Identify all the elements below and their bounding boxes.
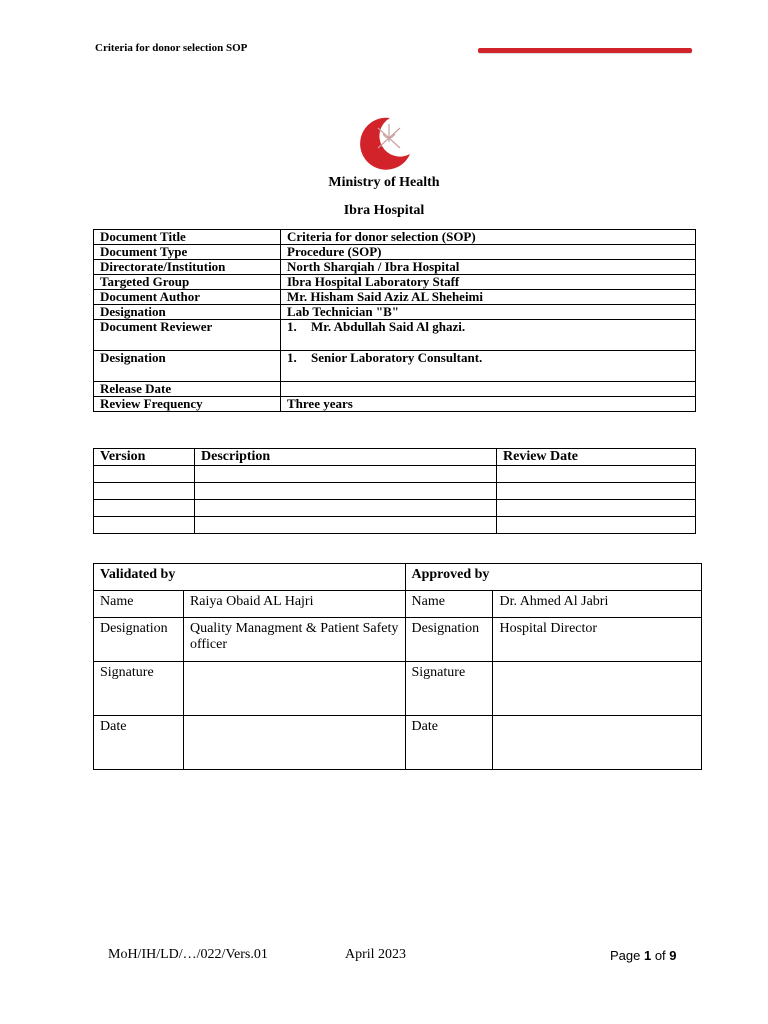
info-value: Procedure (SOP): [281, 245, 696, 260]
info-row: [94, 397, 696, 412]
validated-by-header: Validated by: [94, 564, 406, 591]
version-row: [94, 466, 696, 483]
version-cell: [497, 466, 696, 483]
version-cell: [497, 517, 696, 534]
info-value: Criteria for donor selection (SOP): [281, 230, 696, 245]
validated-signature-label: Signature: [94, 662, 184, 716]
approved-name-label: Name: [405, 591, 493, 618]
version-row: [94, 483, 696, 500]
info-label: Directorate/Institution: [94, 260, 281, 275]
info-label: Document Author: [94, 290, 281, 305]
info-value: [281, 382, 696, 397]
ministry-name: Ministry of Health: [328, 175, 440, 190]
version-cell: [94, 466, 195, 483]
info-label: Designation: [94, 351, 281, 382]
info-value: Lab Technician "B": [281, 305, 696, 320]
hospital-name: Ibra Hospital: [343, 203, 425, 218]
info-value: [281, 351, 696, 382]
list-text: Senior Laboratory Consultant.: [311, 350, 483, 365]
version-cell: [94, 500, 195, 517]
version-header-row: [94, 449, 696, 466]
info-label: Document Reviewer: [94, 320, 281, 351]
info-value: [281, 320, 696, 351]
info-row: [94, 290, 696, 305]
list-number: 1.: [287, 319, 297, 334]
info-row: [94, 305, 696, 320]
version-column-header: Version: [94, 449, 195, 466]
list-number: 1.: [287, 350, 297, 365]
version-column-header: Review Date: [497, 449, 696, 466]
approved-date-label: Date: [405, 716, 493, 770]
info-row: [94, 320, 696, 351]
footer-document-code: MoH/IH/LD/…/022/Vers.01: [108, 947, 268, 962]
info-value: Three years: [281, 397, 696, 412]
validated-date-field: [183, 716, 405, 770]
footer-page-number: [610, 948, 677, 963]
version-row: [94, 517, 696, 534]
approved-by-header: Approved by: [405, 564, 702, 591]
version-cell: [497, 500, 696, 517]
page-total: 9: [669, 948, 677, 963]
info-row: [94, 351, 696, 382]
info-row: [94, 230, 696, 245]
validation-approval-table: [93, 563, 702, 770]
info-label: Release Date: [94, 382, 281, 397]
info-row: [94, 275, 696, 290]
validated-date-label: Date: [94, 716, 184, 770]
version-cell: [195, 500, 497, 517]
header-document-title: Criteria for donor selection SOP: [95, 42, 248, 54]
version-row: [94, 500, 696, 517]
approved-signature-label: Signature: [405, 662, 493, 716]
info-row: [94, 382, 696, 397]
approved-name-value: Dr. Ahmed Al Jabri: [493, 591, 702, 618]
info-label: Document Type: [94, 245, 281, 260]
page-of: of: [651, 948, 670, 963]
info-row: [94, 245, 696, 260]
approved-date-field: [493, 716, 702, 770]
info-label: Designation: [94, 305, 281, 320]
footer-issue-date: April 2023: [345, 947, 407, 962]
approved-designation-label: Designation: [405, 618, 493, 662]
info-label: Targeted Group: [94, 275, 281, 290]
list-text: Mr. Abdullah Said Al ghazi.: [311, 319, 466, 334]
approved-signature-field: [493, 662, 702, 716]
info-value: Mr. Hisham Said Aziz AL Sheheimi: [281, 290, 696, 305]
info-row: [94, 260, 696, 275]
version-cell: [195, 466, 497, 483]
validated-signature-field: [183, 662, 405, 716]
header-accent-bar: [478, 48, 692, 53]
version-cell: [195, 483, 497, 500]
info-value: North Sharqiah / Ibra Hospital: [281, 260, 696, 275]
version-cell: [497, 483, 696, 500]
validated-designation-label: Designation: [94, 618, 184, 662]
info-value: Ibra Hospital Laboratory Staff: [281, 275, 696, 290]
version-cell: [195, 517, 497, 534]
validated-name-label: Name: [94, 591, 184, 618]
validated-name-value: Raiya Obaid AL Hajri: [183, 591, 405, 618]
info-label: Review Frequency: [94, 397, 281, 412]
version-column-header: Description: [195, 449, 497, 466]
page-prefix: Page: [610, 948, 644, 963]
info-label: Document Title: [94, 230, 281, 245]
version-history-table: [93, 448, 696, 534]
page-current: 1: [643, 948, 652, 963]
ministry-emblem-logo: [352, 112, 416, 170]
version-cell: [94, 483, 195, 500]
version-cell: [94, 517, 195, 534]
approved-designation-value: Hospital Director: [493, 618, 702, 662]
validated-designation-value: Quality Managment & Patient Safety officer: [183, 618, 405, 662]
document-info-table: [93, 229, 696, 412]
